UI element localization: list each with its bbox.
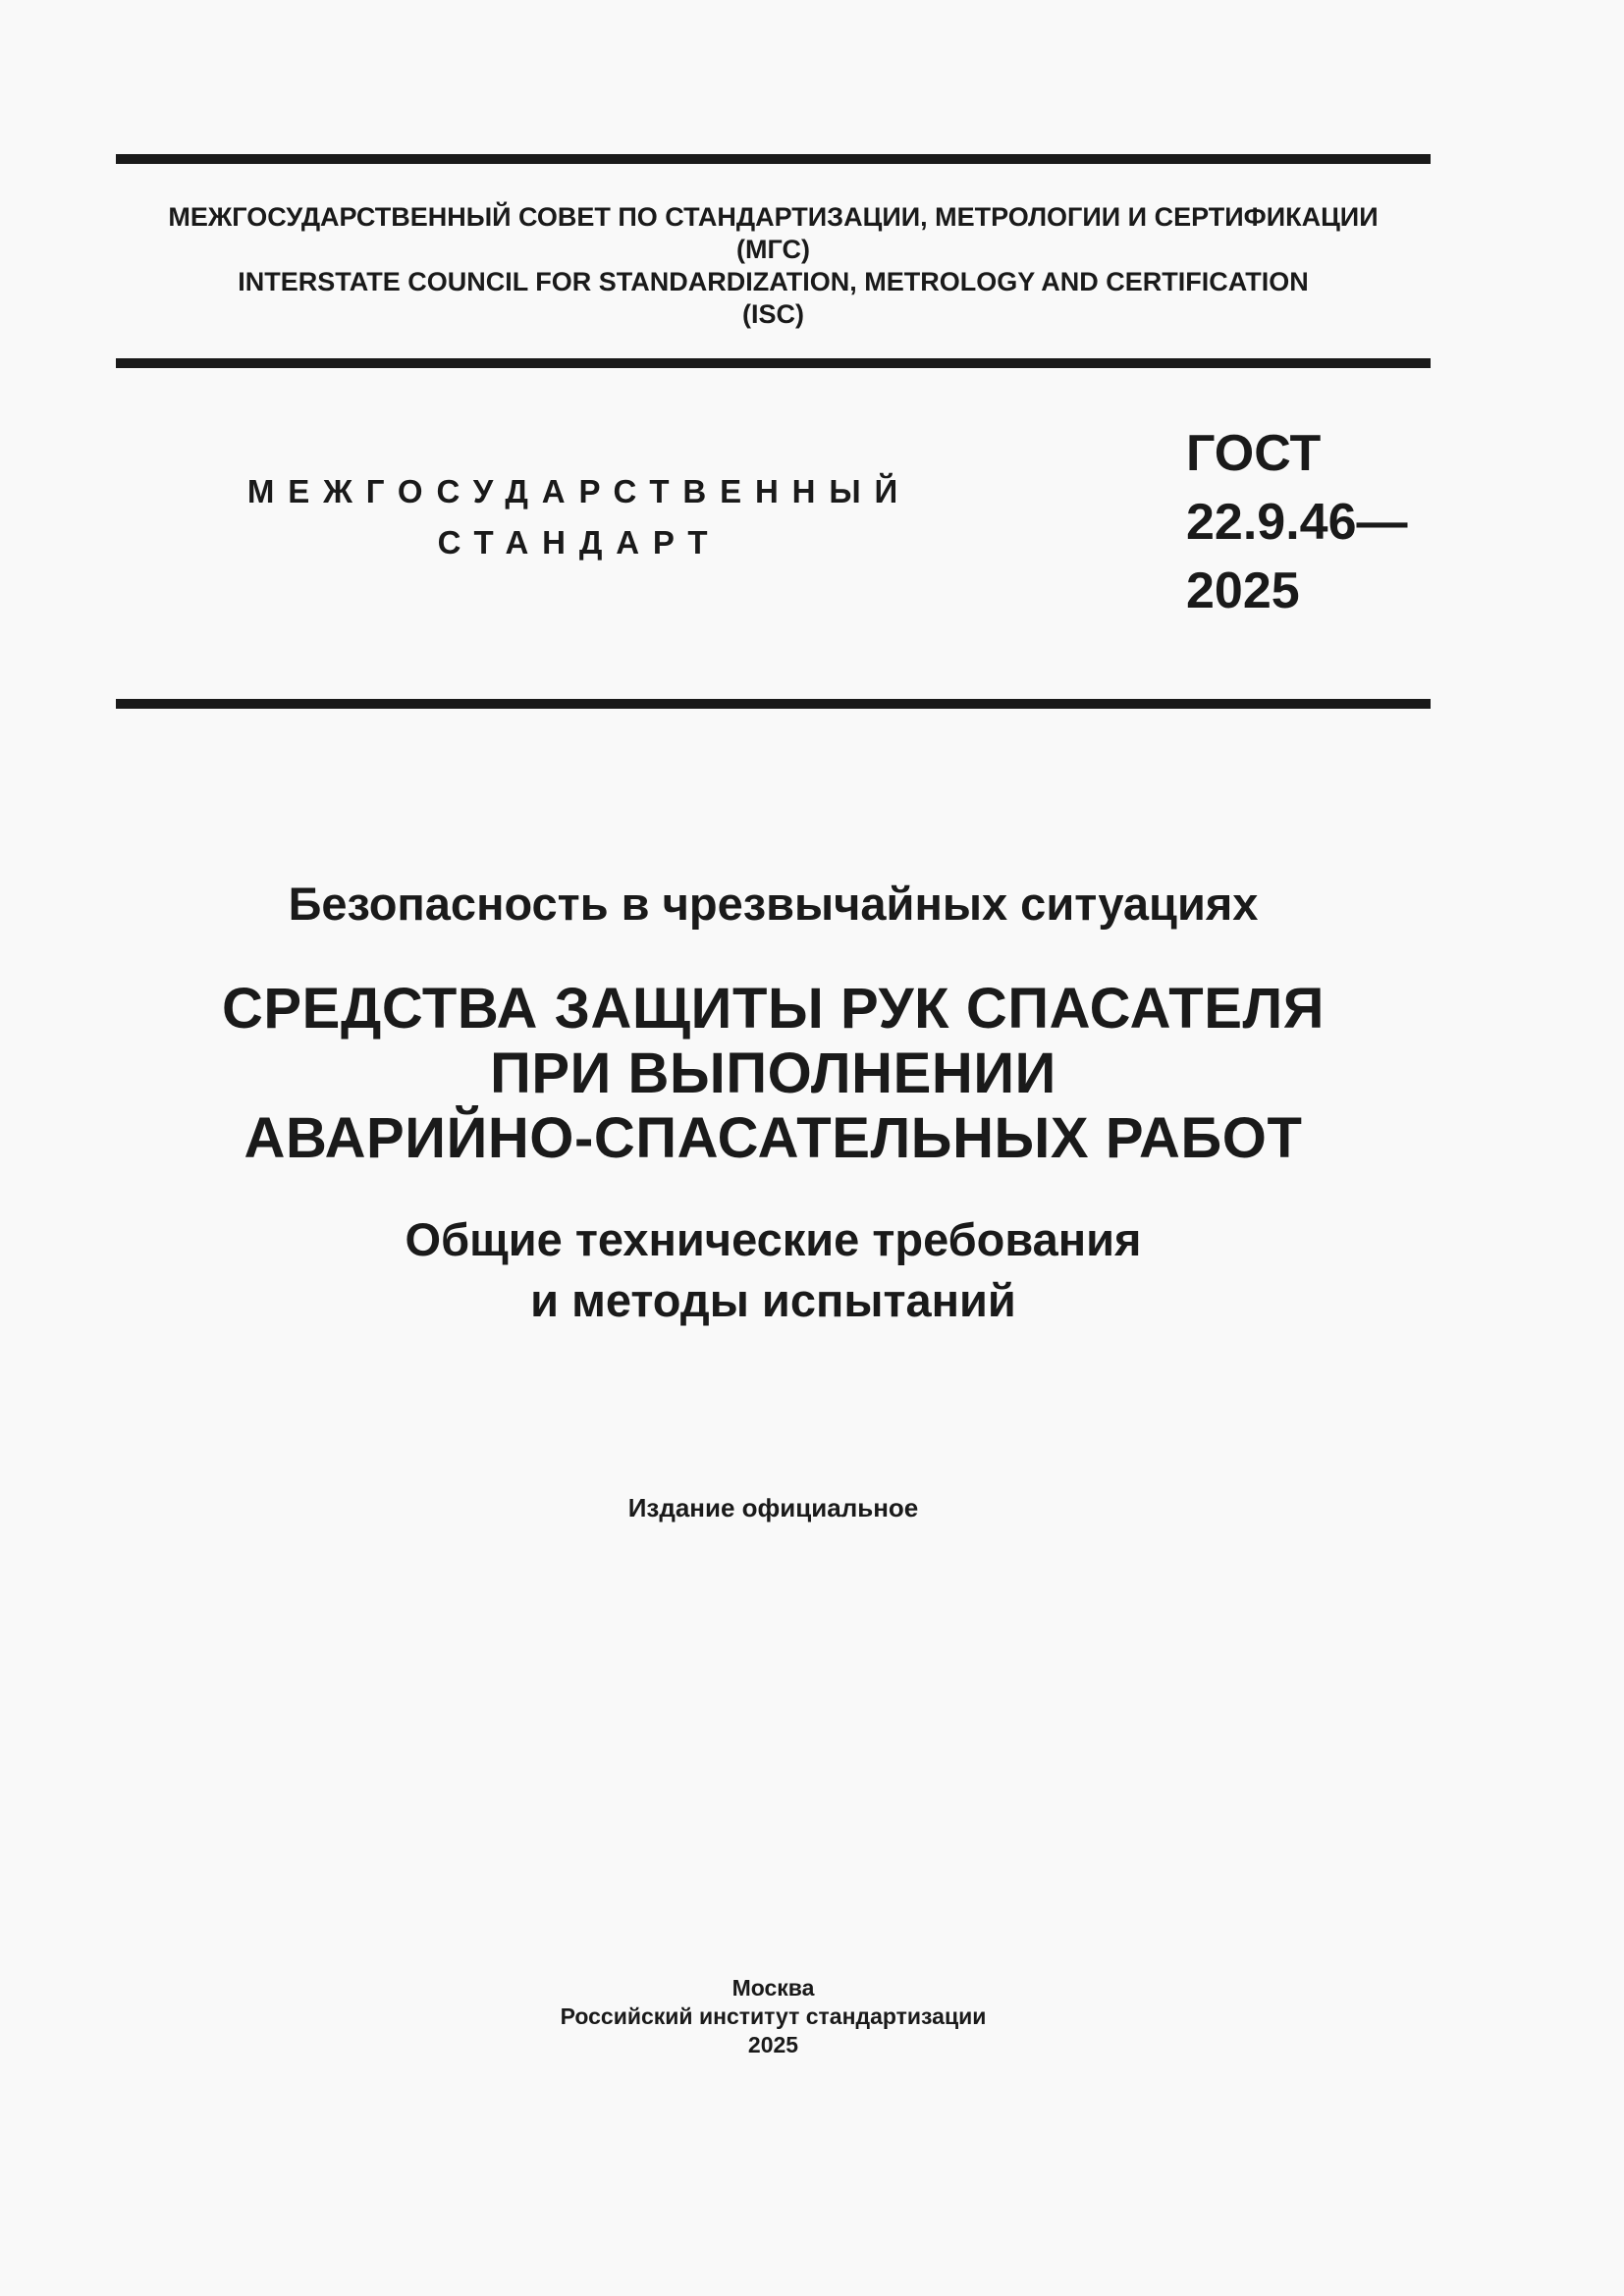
council-abbr-ru: (МГС) [736,235,810,264]
designation-bottom-rule [116,699,1431,709]
imprint-publisher: Российский институт стандартизации [560,2003,987,2029]
designation-number: 22.9.46— [1186,494,1408,551]
council-name-ru: МЕЖГОСУДАРСТВЕННЫЙ СОВЕТ ПО СТАНДАРТИЗАЦИИ, МЕТРОЛОГИИ И СЕРТИФИКАЦИИ [168,202,1379,232]
main-title-line3: АВАРИЙНО-СПАСАТЕЛЬНЫХ РАБОТ [244,1106,1303,1170]
subtitle [116,1209,1431,1331]
edition-note: Издание официальное [627,1493,919,1522]
subtitle-line1: Общие технические требования [405,1213,1142,1265]
standard-designation [1186,419,1408,625]
council-abbr-en: (ISC) [742,299,804,329]
council-bottom-rule [116,358,1431,368]
standard-kind-line1: МЕЖГОСУДАРСТВЕННЫЙ [246,473,912,509]
designation-year: 2025 [1186,562,1300,619]
subject-heading: Безопасность в чрезвычайных ситуациях [288,878,1259,930]
main-title [116,977,1431,1171]
main-title-line1: СРЕДСТВА ЗАЩИТЫ РУК СПАСАТЕЛЯ [221,977,1326,1041]
imprint-year: 2025 [747,2032,799,2057]
top-rule [116,154,1431,164]
subtitle-line2: и методы испытаний [530,1274,1016,1326]
imprint [116,1974,1431,2059]
council-header [116,201,1431,331]
standard-kind-line2: СТАНДАРТ [437,524,722,561]
imprint-city: Москва [731,1975,815,2001]
main-title-line2: ПРИ ВЫПОЛНЕНИИ [490,1041,1056,1105]
council-name-en: INTERSTATE COUNCIL FOR STANDARDIZATION, METROLOGY AND CERTIFICATION [238,267,1309,296]
designation-prefix: ГОСТ [1186,425,1322,482]
